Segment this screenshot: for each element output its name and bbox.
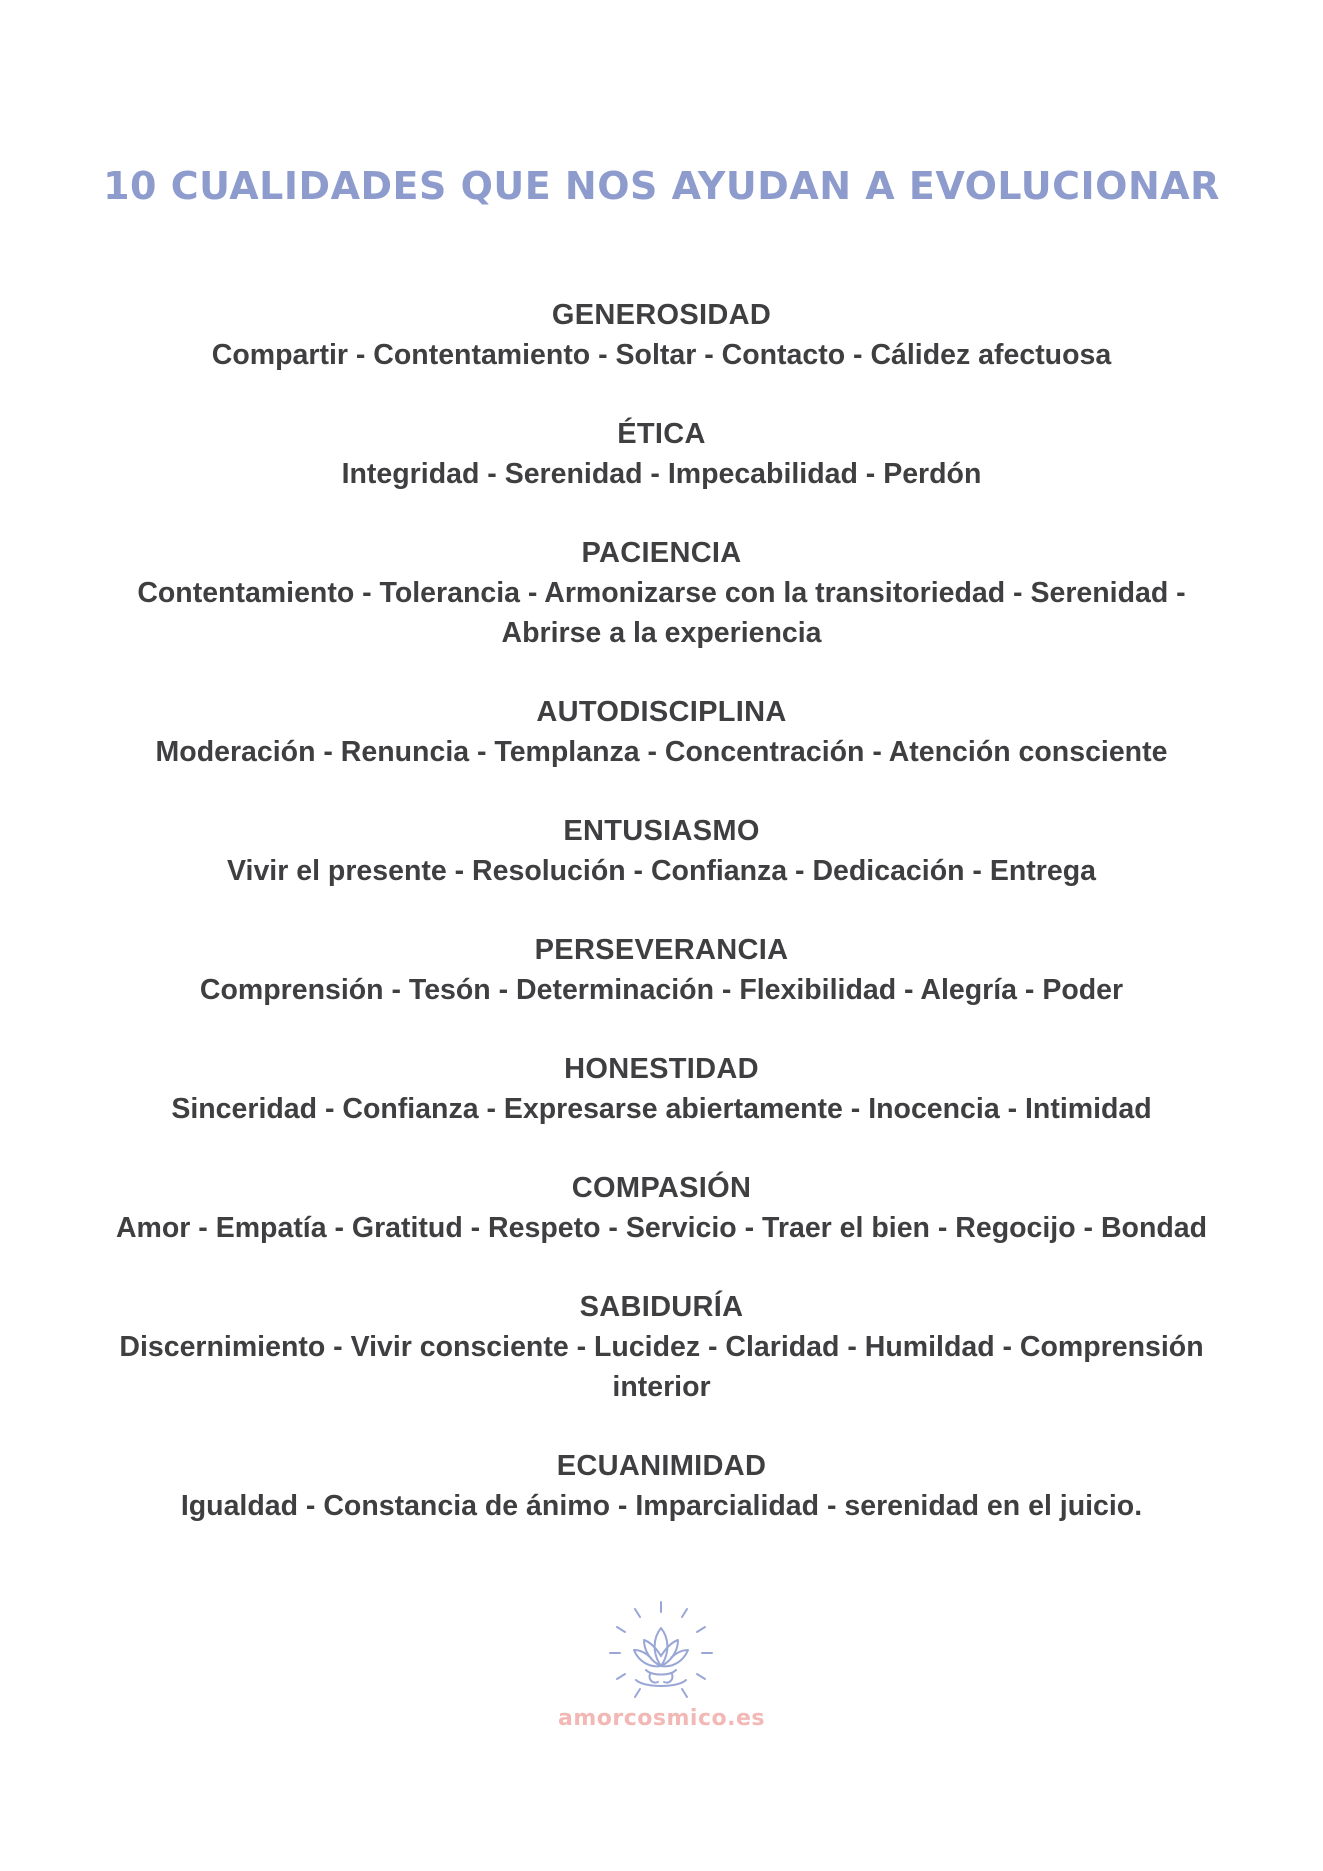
quality-name: AUTODISCIPLINA <box>536 696 787 728</box>
quality-description: Comprensión - Tesón - Determinación - Flexibilidad - Alegría - Poder <box>199 974 1124 1006</box>
quality-name: COMPASIÓN <box>571 1172 752 1204</box>
quality-name: HONESTIDAD <box>564 1053 759 1085</box>
quality-item <box>90 930 1233 1010</box>
quality-description: Compartir - Contentamiento - Soltar - Contacto - Cálidez afectuosa <box>211 339 1112 371</box>
quality-name: ENTUSIASMO <box>563 815 760 847</box>
quality-description: Discernimiento - Vivir consciente - Lucidez - Claridad - Humildad - Comprensión interior <box>119 1331 1204 1403</box>
quality-item <box>90 1049 1233 1129</box>
quality-description: Amor - Empatía - Gratitud - Respeto - Servicio - Traer el bien - Regocijo - Bondad <box>115 1212 1208 1244</box>
quality-description: Contentamiento - Tolerancia - Armonizarse con la transitoriedad - Serenidad -Abrirse a la experiencia <box>137 577 1186 649</box>
quality-item <box>90 533 1233 653</box>
quality-name: GENEROSIDAD <box>551 299 772 331</box>
quality-item <box>90 1168 1233 1248</box>
sun-rays <box>610 1602 712 1697</box>
quality-description: Vivir el presente - Resolución - Confianza - Dedicación - Entrega <box>227 855 1096 887</box>
website-url: amorcosmico.es <box>558 1706 765 1731</box>
quality-item <box>90 414 1233 494</box>
quality-item <box>90 1446 1233 1526</box>
quality-name: ECUANIMIDAD <box>556 1450 767 1482</box>
quality-description: Sinceridad - Confianza - Expresarse abiertamente - Inocencia - Intimidad <box>171 1093 1152 1125</box>
lotus-flower <box>634 1628 688 1686</box>
quality-description: Integridad - Serenidad - Impecabilidad - Perdón <box>341 458 982 490</box>
quality-name: PACIENCIA <box>581 537 742 569</box>
quality-name: ÉTICA <box>617 418 706 450</box>
quality-description: Igualdad - Constancia de ánimo - Imparcialidad - serenidad en el juicio. <box>180 1490 1143 1522</box>
qualities-list <box>90 295 1233 1565</box>
quality-description: Moderación - Renuncia - Templanza - Concentración - Atención consciente <box>155 736 1168 768</box>
quality-item <box>90 1287 1233 1407</box>
lotus-sun-icon <box>606 1598 716 1708</box>
quality-item <box>90 295 1233 375</box>
quality-item <box>90 692 1233 772</box>
quality-name: PERSEVERANCIA <box>534 934 789 966</box>
quality-item <box>90 811 1233 891</box>
quality-name: SABIDURÍA <box>579 1291 744 1323</box>
lotus-sun-svg <box>606 1598 716 1708</box>
page-title: 10 CUALIDADES QUE NOS AYUDAN A EVOLUCIONAR <box>103 164 1220 208</box>
